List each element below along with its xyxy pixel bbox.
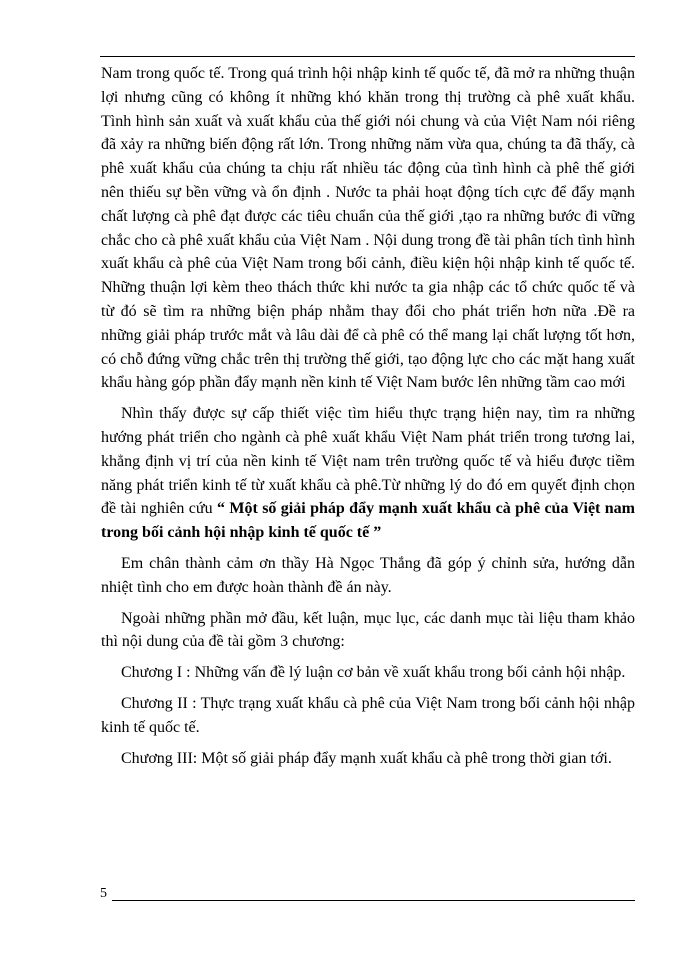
paragraph-acknowledgement: Em chân thành cảm ơn thầy Hà Ngọc Thắng đã góp ý chỉnh sửa, hướng dẫn nhiệt tình cho em được hoàn thành đề án này. (101, 554, 635, 596)
footer-rule (112, 900, 635, 901)
paragraph-topic-rationale-text: Nhìn thấy được sự cấp thiết việc tìm hiểu thực trạng hiện nay, tìm ra những hướng phát triển cho ngành cà phê xuất khẩu Việt Nam phát triển trong tương lai, khẳng định vị trí của nền kinh tế Việt nam trên trường quốc tế và hiểu được tiềm năng phát triển kinh tế từ xuất khẩu cà phê.Từ những lý do đó em quyết định chọn đề tài nghiên cứu (101, 405, 635, 518)
body-text (101, 62, 635, 770)
paragraph-intro-continuation: Nam trong quốc tế. Trong quá trình hội nhập kinh tế quốc tế, đã mở ra những thuận lợi nhưng cũng có không ít những khó khăn trong thị trường cà phê xuất khẩu. Tình hình sản xuất và xuất khẩu của thế giới nói chung và của Việt Nam nói riêng đã xảy ra những biến động rất lớn. Trong những năm vừa qua, chúng ta đã thấy, cà phê xuất khẩu của chúng ta chịu rất nhiều tác động của tình hình cà phê thế giới nên thiếu sự bền vững và ổn định . Nước ta phải hoạt động tích cực để đẩy mạnh chất lượng cà phê đạt được các tiêu chuẩn của thế giới ,tạo ra những bước đi vững chắc cho cà phê xuất khẩu của Việt Nam . Nội dung trong đề tài phân tích tình hình xuất khẩu cà phê của Việt Nam trong bối cảnh, điều kiện hội nhập kinh tế quốc tế. Những thuận lợi kèm theo thách thức khi nước ta gia nhập các tổ chức quốc tế và từ đó sẽ tìm ra những biện pháp nhằm thay đổi cho phát triển hơn nữa .Đề ra những giải pháp trước mắt và lâu dài để cà phê có thể mang lại chất lượng tốt hơn, có chỗ đứng vững chắc trên thị trường thế giới, tạo động lực cho các mặt hang xuất khẩu hàng góp phần đẩy mạnh nền kinh tế Việt Nam bước lên những tầm cao mới (101, 65, 635, 392)
chapter-3-item: Chương III: Một số giải pháp đẩy mạnh xuất khẩu cà phê trong thời gian tới. (121, 749, 612, 767)
thesis-title: “ Một số giải pháp đẩy mạnh xuất khẩu cà phê của Việt nam trong bối cảnh hội nhập kinh tế quốc tế ” (101, 500, 635, 542)
paragraph-structure-intro: Ngoài những phần mở đầu, kết luận, mục lục, các danh mục tài liệu tham khảo thì nội dung của đề tài gồm 3 chương: (101, 609, 635, 651)
header-rule (100, 56, 635, 57)
page-number: 5 (100, 886, 107, 901)
paragraph-topic-rationale (101, 402, 635, 545)
chapter-1-item: Chương I : Những vấn đề lý luận cơ bản về xuất khẩu trong bối cảnh hội nhập. (121, 664, 626, 682)
chapter-2-item: Chương II : Thực trạng xuất khẩu cà phê của Việt Nam trong bối cảnh hội nhập kinh tế quốc tế. (101, 694, 635, 736)
